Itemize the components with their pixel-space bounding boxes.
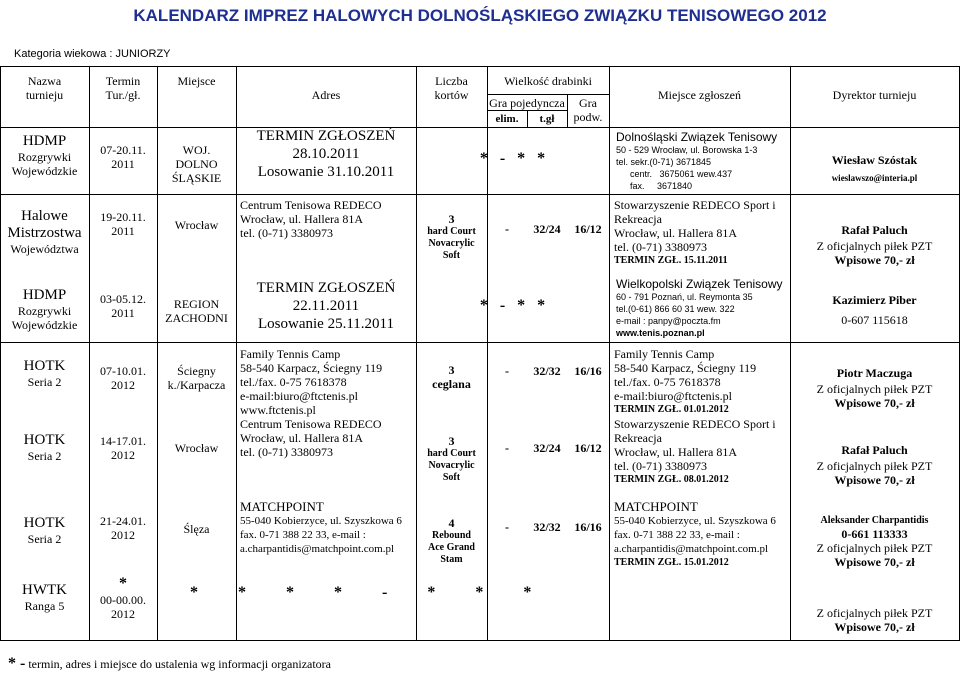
place-text: ZACHODNI — [165, 311, 228, 325]
director-name: Kazimierz Piber — [832, 293, 917, 307]
entries-text: a.charpantidis@matchpoint.com.pl — [614, 543, 769, 555]
header-text: Tur./gł. — [105, 88, 141, 102]
courts-surface: Stam — [440, 554, 463, 565]
address-text: 55-040 Kobierzyce, ul. Szyszkowa 6 — [240, 515, 402, 527]
entries-text: 50 - 529 Wrocław, ul. Borowska 1-3 — [616, 145, 758, 155]
term-text: 2012 — [111, 607, 135, 621]
divider — [0, 127, 960, 128]
courts-surface: Rebound — [432, 530, 471, 541]
director-note: Z oficjalnych piłek PZT — [816, 606, 933, 620]
event-courts — [416, 516, 487, 566]
courts-surface: Soft — [442, 250, 461, 261]
event-subtitle: Seria 2 — [27, 532, 62, 546]
entries-text: Rekreacja — [614, 212, 662, 226]
entries-text: e-mail:biuro@ftctenis.pl — [614, 389, 733, 403]
event-subtitle: Rozgrywki — [17, 304, 72, 318]
courts-surface: hard Court — [427, 226, 476, 237]
term-text: 21-24.01. — [100, 514, 146, 528]
event-place — [157, 297, 236, 325]
draw-elim: - — [505, 520, 509, 534]
courts-surface: Soft — [442, 472, 461, 483]
entries-text: tel. (0-71) 3380973 — [614, 240, 707, 254]
term-text: 07-20.11. — [100, 143, 146, 157]
event-director — [790, 515, 959, 569]
entries-text: Dolnośląski Związek Tenisowy — [616, 130, 778, 144]
entries-text: Rekreacja — [614, 431, 662, 445]
event-term — [89, 514, 157, 542]
director-fee: Wpisowe 70,- zł — [834, 620, 915, 634]
address-text: Family Tennis Camp — [240, 347, 341, 361]
courts-surface: Novacrylic — [428, 460, 475, 471]
entries-text: fax. 3671840 — [630, 181, 693, 191]
header-text: Termin — [105, 74, 141, 88]
draw-main: 32/32 — [533, 364, 561, 378]
draw-main: 32/32 — [533, 520, 561, 534]
event-term — [89, 292, 157, 320]
footnote-marker: * - — [8, 655, 26, 672]
event-entries — [614, 347, 790, 417]
courts-count: 4 — [448, 516, 455, 530]
header-director: Dyrektor turnieju — [832, 88, 917, 102]
divider — [0, 194, 960, 195]
director-fee: Wpisowe 70,- zł — [834, 396, 915, 410]
divider — [609, 66, 610, 640]
term-text: 03-05.12. — [100, 292, 146, 306]
address-text: 58-540 Karpacz, Ściegny 119 — [240, 361, 383, 375]
place-text: DOLNO — [175, 157, 218, 171]
header-text: Gra — [579, 96, 597, 110]
director-name: Rafał Paluch — [841, 443, 908, 457]
director-phone: 0-661 113333 — [841, 527, 908, 541]
entries-text: tel./fax. 0-75 7618378 — [614, 375, 721, 389]
entries-text: tel. (0-71) 3380973 — [614, 459, 707, 473]
event-director — [790, 222, 959, 267]
entries-text: 60 - 791 Poznań, ul. Reymonta 35 — [616, 292, 753, 302]
divider — [487, 94, 609, 95]
event-subtitle: Województwa — [10, 242, 79, 256]
event-entries — [614, 417, 790, 487]
courts-count: 3 — [448, 212, 455, 226]
event-name — [0, 287, 89, 332]
event-title: HDMP — [22, 287, 67, 303]
draw-doubles: 16/12 — [574, 222, 602, 236]
header-courts — [416, 74, 487, 102]
header-elim: elim. — [495, 113, 519, 125]
draw-doubles: 16/12 — [574, 441, 602, 455]
address-text: TERMIN ZGŁOSZEŃ — [256, 280, 396, 296]
term-text: 2011 — [111, 224, 135, 238]
entries-text: 55-040 Kobierzyce, ul. Szyszkowa 6 — [614, 515, 776, 527]
director-fee: Wpisowe 70,- zł — [834, 473, 915, 487]
director-note: Z oficjalnych piłek PZT — [816, 541, 933, 555]
entries-text: tel.(0-61) 866 60 31 wew. 322 — [616, 304, 735, 314]
director-fee: Wpisowe 70,- zł — [834, 253, 915, 267]
event-director — [790, 364, 959, 410]
event-name — [0, 582, 89, 613]
draw-main: 32/24 — [533, 222, 561, 236]
term-text: 14-17.01. — [100, 434, 146, 448]
event-address — [240, 347, 416, 417]
header-address: Adres — [311, 88, 341, 102]
event-name — [0, 515, 89, 546]
director-note: Z oficjalnych piłek PZT — [816, 239, 933, 253]
event-place — [157, 364, 236, 392]
courts-count: 3 — [448, 434, 455, 448]
entries-text: Wielkopolski Związek Tenisowy — [616, 277, 783, 291]
event-courts — [416, 212, 487, 262]
event-term — [89, 210, 157, 238]
address-text: Centrum Tenisowa REDECO — [240, 417, 382, 431]
event-term — [89, 575, 157, 621]
event-name — [0, 358, 89, 389]
entries-text: centr. 3675061 wew.437 — [630, 169, 733, 179]
address-text: Centrum Tenisowa REDECO — [240, 198, 382, 212]
header-text: podw. — [573, 110, 603, 124]
term-text: 07-10.01. — [100, 364, 146, 378]
divider — [0, 66, 960, 67]
address-text: a.charpantidis@matchpoint.com.pl — [240, 543, 395, 555]
place-text: Ściegny — [177, 364, 216, 378]
header-singles: Gra pojedyncza — [489, 96, 565, 110]
event-subtitle: Wojewódzkie — [11, 164, 78, 178]
event-address — [240, 198, 416, 240]
entries-text: Stowarzyszenie REDECO Sport i — [614, 198, 776, 212]
header-text: Liczba — [435, 74, 468, 88]
address-text: TERMIN ZGŁOSZEŃ — [256, 128, 396, 144]
courts-surface: ceglana — [432, 377, 471, 391]
event-title: Halowe — [21, 208, 68, 224]
entries-deadline: TERMIN ZGŁ. 15.11.2011 — [614, 255, 728, 266]
entries-text: 58-540 Karpacz, Ściegny 119 — [614, 361, 757, 375]
address-text: Losowanie 31.10.2011 — [257, 164, 395, 180]
draw-stars: * - * * — [479, 297, 546, 314]
address-text: e-mail:biuro@ftctenis.pl — [240, 389, 359, 403]
entries-deadline: TERMIN ZGŁ. 08.01.2012 — [614, 474, 729, 485]
header-place: Miejsce — [177, 74, 216, 88]
header-doubles — [567, 96, 609, 124]
divider — [0, 342, 960, 343]
place-text: WOJ. — [182, 143, 211, 157]
draw-main: 32/24 — [533, 441, 561, 455]
event-address — [236, 127, 416, 181]
director-phone: 0-607 115618 — [841, 313, 908, 327]
place-text: ŚLĄSKIE — [171, 171, 222, 185]
event-term — [89, 434, 157, 462]
event-title: HOTK — [23, 358, 66, 374]
footnote — [8, 655, 331, 673]
director-note: Z oficjalnych piłek PZT — [816, 459, 933, 473]
event-title: HOTK — [23, 432, 66, 448]
divider — [0, 640, 960, 641]
event-term — [89, 143, 157, 171]
address-text: www.ftctenis.pl — [240, 403, 316, 417]
event-place: Ślęza — [183, 522, 210, 536]
courts-count: 3 — [448, 363, 455, 377]
director-email: wieslawszo@interia.pl — [831, 173, 918, 183]
entries-deadline: TERMIN ZGŁ. 01.01.2012 — [614, 404, 729, 415]
director-fee: Wpisowe 70,- zł — [834, 555, 915, 569]
header-main: t.gł — [539, 113, 555, 125]
event-director — [790, 441, 959, 487]
entries-title: MATCHPOINT — [614, 499, 698, 514]
entries-text: Family Tennis Camp — [614, 347, 715, 361]
page-title: KALENDARZ IMPREZ HALOWYCH DOLNOŚLĄSKIEGO ZWIĄZKU TENISOWEGO 2012 — [133, 6, 827, 25]
event-subtitle: Rozgrywki — [17, 150, 72, 164]
entries-text: Stowarzyszenie REDECO Sport i — [614, 417, 776, 431]
event-courts — [416, 363, 487, 391]
event-name — [0, 133, 89, 178]
address-text: 28.10.2011 — [292, 146, 360, 162]
director-name: Aleksander Charpantidis — [820, 515, 929, 526]
place-text: k./Karpacza — [167, 378, 226, 392]
courts-surface: Novacrylic — [428, 238, 475, 249]
draw-elim: - — [505, 364, 509, 378]
event-subtitle: Ranga 5 — [24, 599, 65, 613]
event-subtitle: Mistrzostwa — [7, 225, 82, 241]
header-term — [89, 74, 157, 102]
courts-surface: hard Court — [427, 448, 476, 459]
event-subtitle: Wojewódzkie — [11, 318, 78, 332]
event-entries — [616, 130, 788, 192]
event-title: HDMP — [22, 133, 67, 149]
director-name: Wiesław Szóstak — [831, 153, 918, 167]
address-text: Wrocław, ul. Hallera 81A — [240, 212, 364, 226]
event-address — [240, 417, 416, 459]
event-name — [0, 432, 89, 463]
footnote-text: termin, adres i miejsce do ustalenia wg informacji organizatora — [28, 657, 331, 671]
event-director — [790, 290, 959, 330]
event-place — [157, 143, 236, 185]
director-note: Z oficjalnych piłek PZT — [816, 382, 933, 396]
row-stars: * * * * - * * * — [190, 584, 532, 601]
header-text: kortów — [434, 88, 469, 102]
place-text: REGION — [173, 297, 220, 311]
event-subtitle: Seria 2 — [27, 449, 62, 463]
header-text: turnieju — [25, 88, 64, 102]
event-address — [240, 499, 416, 556]
term-text: 19-20.11. — [100, 210, 146, 224]
address-text: Losowanie 25.11.2011 — [258, 316, 394, 332]
entries-text: fax. 0-71 388 22 33, e-mail : — [614, 529, 740, 541]
draw-doubles: 16/16 — [574, 364, 602, 378]
draw-elim: - — [505, 441, 509, 455]
header-draw: Wielkość drabinki — [504, 74, 592, 88]
courts-surface: Ace Grand — [428, 542, 475, 553]
header-name — [0, 74, 89, 102]
event-entries — [614, 499, 790, 570]
event-director — [790, 606, 959, 634]
term-text: 2011 — [111, 157, 135, 171]
event-title: HOTK — [23, 515, 66, 531]
event-entries — [616, 277, 788, 339]
event-subtitle: Seria 2 — [27, 375, 62, 389]
draw-stars: * - * * — [479, 150, 546, 167]
term-text: 2012 — [111, 448, 135, 462]
address-text: tel./fax. 0-75 7618378 — [240, 375, 347, 389]
draw-doubles: 16/16 — [574, 520, 602, 534]
event-address — [236, 279, 416, 333]
address-text: Wrocław, ul. Hallera 81A — [240, 431, 364, 445]
address-text: tel. (0-71) 3380973 — [240, 226, 333, 240]
header-text: Nazwa — [27, 74, 62, 88]
term-text: 2011 — [111, 306, 135, 320]
draw-elim: - — [505, 222, 509, 236]
entries-text: tel. sekr.(0-71) 3671845 — [616, 157, 712, 167]
event-courts — [416, 434, 487, 484]
event-name — [0, 208, 89, 256]
address-text: tel. (0-71) 3380973 — [240, 445, 333, 459]
event-title: HWTK — [22, 582, 67, 598]
term-text: * — [119, 575, 127, 592]
term-text: 00-00.00. — [100, 593, 146, 607]
event-place: Wrocław — [174, 441, 219, 455]
entries-text: Wrocław, ul. Hallera 81A — [614, 445, 738, 459]
event-term — [89, 364, 157, 392]
address-text: fax. 0-71 388 22 33, e-mail : — [240, 529, 366, 541]
address-title: MATCHPOINT — [240, 499, 324, 514]
event-place: Wrocław — [174, 218, 219, 232]
term-text: 2012 — [111, 528, 135, 542]
header-entries: Miejsce zgłoszeń — [658, 88, 741, 102]
event-entries — [614, 198, 790, 268]
entries-text: e-mail : panpy@poczta.fm — [616, 316, 721, 326]
term-text: 2012 — [111, 378, 135, 392]
director-name: Piotr Maczuga — [836, 366, 913, 380]
director-name: Rafał Paluch — [841, 223, 908, 237]
address-text: 22.11.2011 — [292, 298, 360, 314]
category-label: Kategoria wiekowa : JUNIORZY — [14, 48, 171, 60]
entries-deadline: TERMIN ZGŁ. 15.01.2012 — [614, 557, 729, 568]
event-director — [790, 152, 959, 188]
entries-text: www.tenis.poznan.pl — [616, 328, 705, 338]
entries-text: Wrocław, ul. Hallera 81A — [614, 226, 738, 240]
